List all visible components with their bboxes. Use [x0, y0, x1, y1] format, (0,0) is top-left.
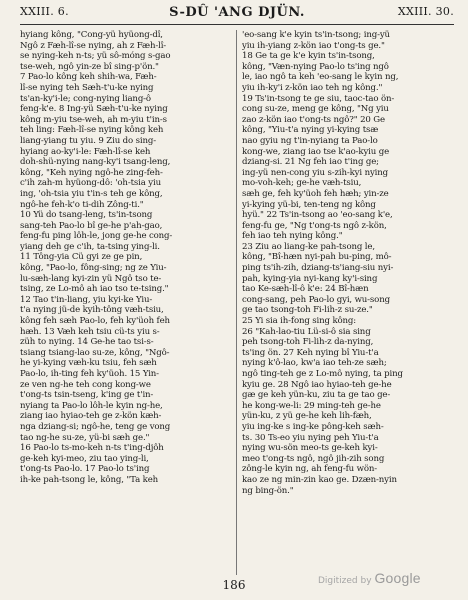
text-line: nyiang ta Pao-lo lôh-le kyin ng-he,: [20, 400, 163, 411]
text-line: ze ven ng-he teh cong kong-we: [20, 379, 151, 390]
text-line: 26 "Kah-lao-tiu Lü-si-ô sia sing: [242, 326, 371, 337]
header-title: S-DÛ 'ANG DJÜN.: [169, 5, 305, 20]
text-line: dziang-si. 21 Ng feh iao t'ing ge;: [242, 157, 379, 168]
text-line: kông, "Keh nying ngô-he zing-feh-: [20, 167, 163, 178]
text-line: 11 Tông-yia Cü gyi ze ge pin,: [20, 252, 143, 263]
text-line: hæh. 13 Væh keh tsiu cü-ts yiu s-: [20, 326, 160, 337]
text-line: sæh ge, feh ky'üoh feh hæh; yin-ze: [242, 188, 389, 199]
text-line: ngô ting-teh ge z Lo-mô nying, ta ping: [242, 369, 403, 379]
text-line: 19 Ts'in-tsong te ge siu, taoc-tao ön-: [242, 93, 395, 104]
text-line: zông-le kyin ng, ah feng-fu wön-: [242, 464, 377, 475]
left-column: [20, 30, 230, 575]
text-line: ih-ke pah-tsong le, kông, "Ta keh: [20, 474, 159, 485]
text-line: yün-ku, z yü ge-he keh lih-fæh,: [242, 411, 372, 422]
text-line: yiang deh ge c'ih, ta-tsing ying-li.: [20, 241, 160, 252]
text-columns: [20, 30, 454, 575]
text-line: kông feh sæh Pao-lo, feh ky'üoh feh: [20, 316, 170, 327]
text-line: kông, "Yiu-t'a nying yi-kying tsæ: [242, 125, 379, 136]
text-line: 7 Pao-lo kông keh shih-wa, Fæh-: [20, 72, 157, 83]
watermark-brand: Google: [374, 570, 421, 586]
watermark-prefix: Digitized by: [318, 576, 372, 586]
text-line: t'ong-ts tsin-tseng, k'ing ge t'in-: [20, 390, 154, 401]
text-line: 23 Ziu ao liang-ke pah-tsong le,: [242, 241, 375, 252]
text-line: 16 Pao-lo ts-mo-keh n-ts t'ing-djôh: [20, 443, 164, 454]
text-line: ge-keh kyi-meo, ziu tao ying-li,: [20, 453, 149, 464]
text-line: ngô-he feh-k'o ti-dih Zông-ti.": [20, 199, 144, 210]
text-line: lî-se nying teh Sæh-t'u-ke nying: [20, 82, 154, 93]
text-line: cong su-ze, meng ge kông, "Ng yiu: [242, 104, 389, 115]
text-line: kông, "Bî-hæn nyi-pah bu-ping, mô-: [242, 252, 392, 263]
right-column: [242, 30, 452, 575]
text-line: ing, 'oh-tsia yiu t'in-s teh ge kông,: [20, 188, 163, 199]
text-line: kông, "Væn-nying Pao-lo ts'ing ngô: [242, 61, 389, 72]
header-chapter-left: XXIII. 6.: [20, 5, 69, 18]
text-line: nao gyiu ng t'in-nyiang ta Pao-lo: [242, 135, 378, 146]
text-line: yiu ih-ky'i z-kön iao teh ng kông.": [242, 82, 383, 93]
text-line: kông m-yiu tse-weh, ah m-yiu t'in-s: [20, 114, 167, 125]
text-line: kong-we, ziang iao tse k'ao-kyiu ge: [242, 146, 390, 157]
text-line: sang-teh Pao-lo bî ge-he p'ah-gao,: [20, 220, 163, 231]
text-line: 25 Yi sia ih-fong sing kông:: [242, 316, 357, 327]
text-line: hyü." 22 Ts'in-tsong ao 'eo-sang k'e,: [242, 210, 393, 221]
text-line: ziang iao hyiao-teh ge z-kön kæh-: [20, 411, 162, 422]
text-line: yi-kying yü-bi, ten-teng ng kông: [242, 199, 376, 210]
column-divider: [236, 30, 237, 575]
text-line: tsiang tsiang-lao su-ze, kông, "Ngô-: [20, 347, 170, 358]
text-line: teh ling: Fæh-lî-se nying kông keh: [20, 125, 164, 136]
text-line: yiu ing-ke s ing-ke pông-keh sæh-: [242, 421, 384, 432]
text-line: yiu ih-yiang z-kön iao t'ong-ts ge.": [242, 40, 385, 51]
text-line: c'ih zah-m hyüong-dô: 'oh-tsia yiu: [20, 178, 161, 189]
text-line: feh iao teh nying kông.": [242, 231, 343, 242]
text-line: feng-fu ge, "Ng t'ong-ts ngô z-kön,: [242, 220, 387, 231]
text-line: he kong-we-li: 29 ming-teh ge-he: [242, 400, 381, 411]
text-line: peh tsong-toh Fi-lih-z da-nying,: [242, 337, 374, 348]
text-line: nga dziang-si; ngô-he, teng ge vong: [20, 421, 171, 432]
text-line: mo-voh-keh; ge-he væh-tsiu,: [242, 178, 362, 189]
text-line: ing-yü nen-cong yiu s-zih-kyi nying: [242, 167, 388, 178]
text-line: 12 Tao t'in-liang, yiu kyi-ke Yiu-: [20, 294, 153, 305]
text-line: ts. 30 Ts-eo yiu nying peh Yiu-t'a: [242, 432, 379, 443]
text-line: ng bing-ön.": [242, 485, 294, 496]
text-line: meo t'ong-ts ngô, ngô jih-zih song: [242, 453, 385, 464]
text-line: 10 Yü do tsang-leng, ts'in-tsong: [20, 210, 153, 221]
text-line: tao ng-he su-ze, yü-bi sæh ge.": [20, 432, 150, 443]
text-line: ts'an-ky'i-le; cong-nying liang-ô: [20, 93, 151, 104]
text-line: se nying-keh n-ts; yü sô-móng s-gao: [20, 51, 171, 62]
text-line: zao z-kön iao t'ong-ts ngô?" 20 Ge: [242, 114, 385, 125]
text-line: hyiang kông, "Cong-yü hyüong-dî,: [20, 30, 163, 40]
text-line: pah, kying-yia nyi-kang ky'i-sing: [242, 273, 378, 284]
text-line: t'a nying jü-de kyih-tông væh-tsiu,: [20, 305, 164, 316]
text-line: lu-sæh-lang kyi-zin yü Ngô tso te-: [20, 273, 162, 284]
text-line: feng-k'e. 8 Ing-yü Sæh-t'u-ke nying: [20, 104, 168, 115]
text-line: kao ze ng min-zin kao ge. Dzæn-nyin: [242, 474, 397, 485]
text-line: 'eo-sang k'e kyin ts'in-tsong; ing-yü: [242, 30, 390, 40]
text-line: nying wu-sön meo-ts ge-keh kyi-: [242, 443, 378, 454]
text-line: feng-fu ping lôh-le, jong ge-he cong-: [20, 231, 173, 242]
text-line: züh to nying. 14 Ge-he tao tsi-s-: [20, 337, 154, 348]
text-line: he yi-kying væh-ku tsiu, feh sæh: [20, 358, 157, 369]
text-line: liang-yiang tu yiu. 9 Ziu do sing-: [20, 135, 156, 146]
text-line: doh-shü-nying nang-ky'i tsang-leng,: [20, 157, 171, 168]
text-line: kyiu ge. 28 Ngô iao hyiao-teh ge-he: [242, 379, 392, 390]
header-chapter-right: XXIII. 30.: [397, 5, 454, 18]
page-number: 186: [222, 578, 246, 592]
text-line: gæ ge keh yün-ku, ziu ta ge tao ge-: [242, 390, 391, 401]
text-line: tao Ke-sæh-lî-ô k'e: 24 Bî-hæn: [242, 284, 369, 295]
text-line: tsing, ze Lo-mô ah iao tso te-tsing.": [20, 284, 169, 295]
header-rule: [20, 24, 454, 25]
text-line: ge tao tsong-toh Fi-lih-z su-ze.": [242, 305, 373, 316]
text-line: cong-sang, peh Pao-lo gyi, wu-song: [242, 294, 390, 305]
text-line: le, iao ngô ta keh 'eo-sang le kyin ng,: [242, 72, 399, 83]
text-line: ping ts'ih-zih, dziang-ts'iang-siu nyi-: [242, 263, 394, 274]
text-line: hyiang ao-ky'i-le: Fæh-lî-se keh: [20, 146, 151, 157]
text-line: t'ong-ts Pao-lo. 17 Pao-lo ts'ing: [20, 464, 150, 475]
text-line: Pao-lo, ih-ting feh ky'üoh. 15 Yin-: [20, 369, 159, 379]
text-line: tse-weh, ngô yin-ze bî sing-p'ön.": [20, 61, 159, 72]
text-line: nying k'ô-lao, kw'a iao teh-ze sæh;: [242, 358, 387, 369]
text-line: 18 Ge ta ge k'e kyin ts'in-tsong,: [242, 51, 375, 62]
text-line: kông, "Pao-lo, fông-sing; ng ze Yiu-: [20, 263, 167, 274]
digitization-watermark: [318, 570, 421, 586]
text-line: ts'ing ön. 27 Keh nying bî Yiu-t'a: [242, 347, 379, 358]
text-line: Ngô z Fæh-lî-se nying, ah z Fæh-lî-: [20, 40, 167, 51]
